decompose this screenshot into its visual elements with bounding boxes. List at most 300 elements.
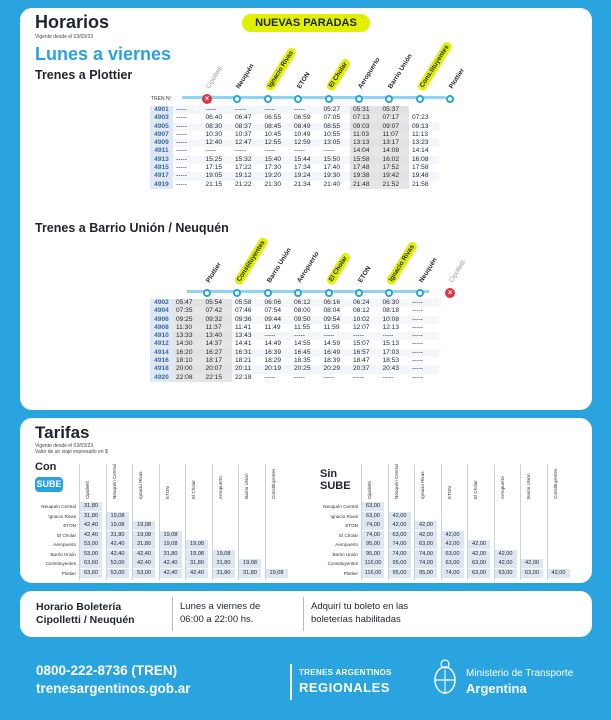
train-number: 4916 — [150, 357, 173, 365]
fare-cell: 19,08 — [160, 531, 182, 540]
time-cell: ----- — [264, 373, 276, 381]
time-cell: ----- — [176, 147, 187, 155]
time-cell: 12:07 — [353, 323, 370, 331]
time-cell: 21:40 — [323, 180, 341, 188]
fare-cell: 53,00 — [107, 559, 129, 568]
time-cell: 07:13 — [350, 114, 380, 122]
time-cell: ----- — [382, 373, 394, 381]
stop-dot — [446, 95, 454, 103]
time-cell: 08:04 — [323, 307, 341, 315]
fare-cell: 53,00 — [107, 569, 129, 578]
fare-cell: 42,00 — [521, 559, 543, 568]
time-cell: 15:40 — [262, 156, 292, 164]
time-cell: 08:12 — [353, 307, 370, 315]
fare-cell: 95,00 — [389, 559, 411, 568]
fare-cell: 74,00 — [415, 550, 437, 559]
train-number: 4909 — [150, 139, 173, 147]
time-cell: 17:03 — [380, 349, 410, 357]
fare-cell: 74,00 — [415, 559, 437, 568]
day-label: Lunes a viernes — [35, 44, 172, 64]
train-number: 4908 — [150, 324, 173, 332]
fare-cell: 42,00 — [415, 531, 437, 540]
time-cell: ----- — [409, 299, 439, 307]
fare-row-label: Neuquén Central — [323, 504, 358, 509]
time-cell: 16:49 — [321, 349, 351, 357]
time-cell: 08:55 — [321, 123, 351, 131]
stop-dot — [355, 289, 363, 297]
time-cell: 11:59 — [323, 323, 340, 331]
fare-cell: 74,00 — [362, 521, 384, 530]
fare-row-label: El Cholar — [57, 532, 76, 538]
time-cell: ----- — [412, 357, 423, 365]
train-number: 4910 — [150, 332, 173, 340]
time-cell: 18:53 — [382, 357, 400, 365]
time-cell: 19:24 — [291, 172, 321, 180]
time-cell: 14:04 — [350, 147, 380, 155]
time-cell: 09:50 — [291, 316, 321, 324]
time-cell: 16:31 — [232, 349, 262, 357]
time-cell: 09:03 — [350, 123, 380, 131]
fare-row-label: Barrio Unión — [50, 551, 76, 557]
fare-cell: 42,40 — [160, 559, 182, 568]
time-cell: 22:15 — [203, 374, 233, 382]
time-cell: 14:55 — [294, 340, 311, 348]
tarifas-title: Tarifas — [35, 423, 90, 442]
footer-web[interactable]: trenesargentinos.gob.ar — [36, 681, 191, 696]
train-number: 4914 — [150, 349, 173, 357]
table-row — [150, 374, 439, 382]
time-cell: ----- — [173, 172, 203, 180]
time-cell: ----- — [380, 332, 410, 340]
time-cell: 06:55 — [264, 114, 282, 122]
time-cell: ----- — [350, 332, 380, 340]
fare-cell: 19,08 — [107, 512, 129, 521]
fare-column-head: Constituyentes — [270, 468, 276, 499]
time-cell: 07:46 — [235, 307, 252, 315]
footer-phone[interactable]: 0800-222-8736 (TREN) — [36, 663, 178, 678]
fare-column-head: Ignacio Rivas — [138, 471, 143, 499]
time-cell: ----- — [262, 106, 292, 114]
time-cell: ----- — [262, 332, 292, 340]
fare-row-label: Ignacio Rivas — [330, 513, 358, 519]
time-cell: 11:37 — [203, 324, 233, 332]
table-row — [150, 131, 439, 139]
time-cell: ----- — [291, 106, 321, 114]
time-cell: 19:30 — [321, 172, 351, 180]
tarifas-card — [20, 418, 592, 583]
fare-row-label: ETON — [345, 523, 358, 528]
divider-1 — [172, 597, 173, 631]
time-cell: 18:10 — [173, 357, 203, 365]
table-row — [150, 365, 439, 373]
footer-divider — [290, 664, 292, 700]
fare-column-head: Barrio Unión — [244, 473, 249, 499]
train-number: 4903 — [150, 114, 173, 122]
fare-cell: 63,00 — [468, 569, 490, 578]
tarifas-valor: Valor de un viaje expresado en $ — [35, 449, 108, 455]
fare-grid-line — [265, 464, 266, 580]
fare-cell: 42,40 — [107, 550, 129, 559]
time-cell: ----- — [203, 106, 233, 114]
time-cell: 10:02 — [350, 316, 380, 324]
fare-cell: 19,08 — [239, 559, 261, 568]
time-cell: 15:50 — [321, 156, 351, 164]
table-row — [150, 299, 439, 307]
table-row — [150, 139, 439, 147]
time-cell: ----- — [323, 373, 335, 381]
fare-cell: 53,00 — [133, 569, 155, 578]
time-cell: 16:45 — [291, 349, 321, 357]
time-cell: 12:13 — [382, 323, 400, 331]
time-cell: ----- — [264, 147, 276, 155]
stop-label: ETON — [357, 265, 373, 284]
time-cell: 06:12 — [291, 299, 321, 307]
time-cell: ----- — [173, 106, 203, 114]
fare-cell: 31,80 — [160, 550, 182, 559]
fare-cell: 63,00 — [389, 531, 411, 540]
time-cell: 14:59 — [323, 340, 341, 348]
stop-label: Cipolletti — [448, 259, 468, 284]
time-cell: ----- — [323, 147, 335, 155]
fare-column-head: Aeropuerto — [499, 476, 505, 499]
horarios-title: Horarios — [35, 12, 110, 32]
table-row — [150, 156, 439, 164]
fare-cell: 42,00 — [468, 550, 490, 559]
time-cell: 07:54 — [264, 307, 282, 315]
table-row — [150, 147, 439, 155]
time-cell: 20:29 — [321, 365, 351, 373]
time-cell: 06:40 — [205, 114, 223, 122]
fare-cell: 95,00 — [389, 569, 411, 578]
fare-cell: 42,00 — [548, 569, 570, 578]
time-cell: 17:58 — [412, 164, 429, 172]
time-cell: 20:43 — [380, 365, 410, 373]
fare-cell: 31,80 — [213, 559, 235, 568]
fare-cell: 63,00 — [362, 502, 384, 511]
time-cell: 10:45 — [264, 130, 282, 138]
time-cell: 18:29 — [264, 357, 282, 365]
fare-cell: 31,80 — [239, 569, 261, 578]
time-cell: 09:07 — [380, 123, 410, 131]
stop-label: Plottier — [205, 261, 223, 284]
fare-cell: 63,00 — [415, 540, 437, 549]
time-cell: 14:37 — [203, 340, 233, 348]
tren-label-1: TREN Nº — [151, 96, 172, 102]
stop-label: Ignacio Rivas — [386, 241, 419, 286]
time-cell: 08:37 — [232, 123, 262, 131]
fare-column-head: ETON — [446, 486, 452, 499]
time-cell: 17:22 — [235, 164, 252, 172]
fare-cell: 74,00 — [362, 531, 384, 540]
fare-cell: 31,80 — [186, 559, 208, 568]
time-cell: 15:58 — [350, 156, 380, 164]
time-cell: 16:08 — [409, 156, 439, 164]
table-row — [150, 164, 439, 172]
time-cell: 15:13 — [382, 340, 400, 348]
time-cell: 16:57 — [350, 349, 380, 357]
time-cell: 14:08 — [380, 147, 410, 155]
table-row — [150, 357, 439, 365]
time-cell: ----- — [294, 373, 305, 381]
fare-cell: 42,00 — [442, 540, 464, 549]
time-cell: 20:11 — [232, 365, 262, 373]
fare-cell: 42,40 — [133, 550, 155, 559]
time-cell: ----- — [294, 147, 305, 155]
fare-column-head: Aeropuerto — [217, 476, 223, 499]
time-cell: 21:22 — [235, 180, 252, 188]
time-cell: 09:13 — [409, 123, 439, 131]
time-cell: ----- — [176, 130, 187, 138]
fare-column-head: El Cholar — [473, 480, 478, 499]
fare-cell: 95,00 — [415, 569, 437, 578]
fare-column-head: Cipolletti — [367, 481, 372, 499]
fare-row-label: Plottier — [61, 570, 76, 576]
time-cell: 15:07 — [353, 340, 370, 348]
tarifas-vigente: Vigente desde el 03/03/23 — [35, 443, 94, 449]
fare-row-label: Aeropuerto — [335, 542, 358, 547]
fare-cell: 19,08 — [133, 521, 155, 530]
stop-dot — [264, 95, 272, 103]
time-cell: 10:30 — [205, 130, 223, 138]
table-row — [150, 307, 439, 315]
time-cell: 18:47 — [353, 357, 370, 365]
time-cell: 13:43 — [232, 332, 262, 340]
stop-dot — [355, 95, 363, 103]
time-cell: 08:45 — [262, 123, 292, 131]
stop-label: ETON — [296, 71, 312, 90]
fare-row-label: Aeropuerto — [53, 542, 76, 547]
time-cell: ----- — [412, 373, 423, 381]
time-cell: 19:05 — [203, 172, 233, 180]
stop-label: Cons.tituyentes — [416, 41, 453, 92]
stop-dot — [233, 289, 241, 297]
time-cell: 05:37 — [380, 106, 410, 114]
stop-label: Barrio Unión — [265, 246, 293, 284]
fare-cell: 42,40 — [80, 531, 102, 540]
footer-ministry-1: Ministerio de Transporte — [466, 668, 574, 679]
schedule-table-plottier — [150, 106, 439, 189]
boleteria-info-2: boleterías habilitadas — [311, 614, 401, 625]
fare-column-head: Ignacio Rivas — [420, 471, 425, 499]
stop-dot — [294, 95, 302, 103]
fare-grid-line — [547, 464, 548, 580]
fare-cell: 19,08 — [160, 540, 182, 549]
time-cell: 13:23 — [409, 139, 439, 147]
terminal-closed-icon: × — [202, 94, 212, 104]
stop-dot — [325, 289, 333, 297]
fare-column-head: Constituyentes — [552, 468, 558, 499]
time-cell: 10:08 — [380, 316, 410, 324]
terminal-closed-icon: × — [445, 288, 455, 298]
to-neuquen-title: Trenes a Barrio Unión / Neuquén — [35, 221, 229, 235]
time-cell: 18:35 — [294, 357, 311, 365]
time-cell: 18:39 — [323, 357, 341, 365]
stop-dot — [294, 289, 302, 297]
train-number: 4907 — [150, 131, 173, 139]
stop-label: El Cholar — [325, 252, 351, 286]
time-cell: 21:48 — [350, 181, 380, 189]
time-cell: 07:23 — [412, 114, 429, 122]
time-cell: 21:30 — [264, 180, 282, 188]
train-number: 4902 — [150, 299, 173, 307]
stop-label: Neuquén — [417, 256, 439, 284]
stop-dot — [325, 95, 333, 103]
fare-cell: 19,08 — [266, 569, 288, 578]
nuevas-paradas-badge: NUEVAS PARADAS — [242, 14, 370, 32]
time-cell: 13:40 — [203, 332, 233, 340]
fare-cell: 19,08 — [107, 521, 129, 530]
time-cell: ----- — [232, 106, 262, 114]
fare-cell: 42,00 — [389, 512, 411, 521]
time-cell: 22:08 — [173, 374, 203, 382]
fare-cell: 42,00 — [468, 540, 490, 549]
train-number: 4920 — [150, 374, 173, 382]
time-cell: 14:30 — [173, 340, 203, 348]
time-cell: 22:18 — [235, 373, 252, 381]
time-cell: ----- — [173, 123, 203, 131]
train-number: 4906 — [150, 316, 173, 324]
time-cell: 19:42 — [380, 172, 410, 180]
footer-brand-2: REGIONALES — [299, 680, 390, 695]
time-cell: 14:14 — [412, 147, 429, 155]
stop-dot — [416, 289, 424, 297]
time-cell: 05:27 — [321, 106, 351, 114]
fare-cell: 19,08 — [133, 531, 155, 540]
time-cell: 10:55 — [323, 130, 341, 138]
time-cell: 16:27 — [203, 349, 233, 357]
stop-label: Plottier — [448, 67, 467, 90]
train-number: 4913 — [150, 156, 173, 164]
fare-cell: 63,60 — [80, 559, 102, 568]
time-cell: 11:41 — [235, 323, 252, 331]
train-number: 4917 — [150, 172, 173, 180]
time-cell: ----- — [176, 164, 187, 172]
time-cell: 16:20 — [173, 349, 203, 357]
fare-cell: 42,00 — [442, 531, 464, 540]
boleteria-hours-2: 06:00 a 22:00 hs. — [180, 614, 254, 625]
time-cell: ----- — [173, 156, 203, 164]
fare-cell: 42,00 — [389, 521, 411, 530]
stop-label: El Cholar — [325, 58, 351, 92]
train-number: 4912 — [150, 340, 173, 348]
fare-cell: 31,80 — [107, 531, 129, 540]
time-cell: 06:59 — [294, 114, 311, 122]
train-number: 4905 — [150, 123, 173, 131]
time-cell: 12:47 — [232, 139, 262, 147]
stop-label: Ignacio Rivas — [264, 47, 297, 92]
time-cell: 19:48 — [409, 172, 439, 180]
time-cell: 09:32 — [203, 316, 233, 324]
table-row — [150, 123, 439, 131]
fare-cell: 19,08 — [213, 550, 235, 559]
time-cell: 12:55 — [262, 139, 292, 147]
fare-column-head: Neuquén Central — [393, 464, 399, 499]
schedule-card — [20, 8, 592, 410]
time-cell: ----- — [176, 114, 187, 122]
time-cell: 13:17 — [380, 139, 410, 147]
time-cell: 06:47 — [235, 114, 252, 122]
time-cell: 05:58 — [232, 299, 262, 307]
time-cell: ----- — [412, 340, 423, 348]
time-cell: 19:38 — [350, 172, 380, 180]
stop-label: Barrio Unión — [387, 52, 415, 90]
time-cell: 06:24 — [350, 299, 380, 307]
table-row — [150, 340, 439, 348]
fare-row-label: Barrio Unión — [332, 551, 358, 557]
time-cell: 09:25 — [173, 316, 203, 324]
time-cell: 20:19 — [262, 365, 292, 373]
sin-label: Sin — [320, 468, 338, 480]
time-cell: ----- — [176, 180, 187, 188]
time-cell: ----- — [409, 332, 439, 340]
stop-dot — [203, 289, 211, 297]
fare-column-head: ETON — [164, 486, 170, 499]
time-cell: 20:25 — [291, 365, 321, 373]
sube-logo-con: SUBE — [35, 477, 63, 492]
time-cell: 11:49 — [264, 323, 281, 331]
fare-cell: 74,00 — [442, 569, 464, 578]
fare-row-label: El Cholar — [339, 532, 358, 538]
time-cell: 08:30 — [203, 123, 233, 131]
time-cell: 11:55 — [294, 323, 311, 331]
table-row — [150, 332, 439, 340]
time-cell: 16:02 — [380, 156, 410, 164]
fare-column-head: El Cholar — [191, 480, 196, 499]
train-number: 4918 — [150, 365, 173, 373]
time-cell: 06:06 — [262, 299, 292, 307]
time-cell: 11:07 — [380, 131, 410, 139]
fare-row-label: Ignacio Rivas — [48, 513, 76, 519]
con-label: Con — [35, 461, 57, 473]
fare-cell: 63,00 — [442, 550, 464, 559]
time-cell: 08:49 — [291, 123, 321, 131]
table-row — [150, 324, 439, 332]
boleteria-card — [20, 591, 592, 637]
stop-dot — [233, 95, 241, 103]
time-cell: 20:07 — [203, 365, 233, 373]
table-row — [150, 316, 439, 324]
table-row — [150, 106, 439, 114]
fare-cell: 19,08 — [186, 550, 208, 559]
time-cell: 11:30 — [173, 324, 203, 332]
divider-2 — [303, 597, 304, 631]
fare-row-label: ETON — [63, 523, 76, 528]
route-line-plottier — [182, 96, 446, 99]
time-cell: 18:21 — [235, 357, 252, 365]
time-cell: 09:36 — [232, 316, 262, 324]
fare-column-head: Cipolletti — [85, 481, 90, 499]
train-number: 4919 — [150, 181, 173, 189]
table-row — [150, 114, 439, 122]
time-cell: 13:33 — [173, 332, 203, 340]
fare-cell: 31,80 — [80, 502, 102, 511]
time-cell: 07:17 — [380, 114, 410, 122]
time-cell: ----- — [173, 139, 203, 147]
time-cell: ----- — [291, 332, 321, 340]
time-cell: 06:16 — [321, 299, 351, 307]
fare-cell: 63,00 — [442, 559, 464, 568]
horarios-vigente: Vigente desde el 03/03/23 — [35, 34, 94, 40]
fare-cell: 42,00 — [495, 550, 517, 559]
fare-row-label: Constituyentes — [327, 561, 358, 566]
fare-cell: 42,40 — [107, 540, 129, 549]
time-cell: 13:13 — [350, 139, 380, 147]
fare-cell: 63,00 — [495, 569, 517, 578]
time-cell: 18:17 — [203, 357, 233, 365]
time-cell: ----- — [412, 307, 423, 315]
fare-cell: 42,00 — [415, 521, 437, 530]
footer-brand-1: TRENES ARGENTINOS — [299, 668, 392, 677]
